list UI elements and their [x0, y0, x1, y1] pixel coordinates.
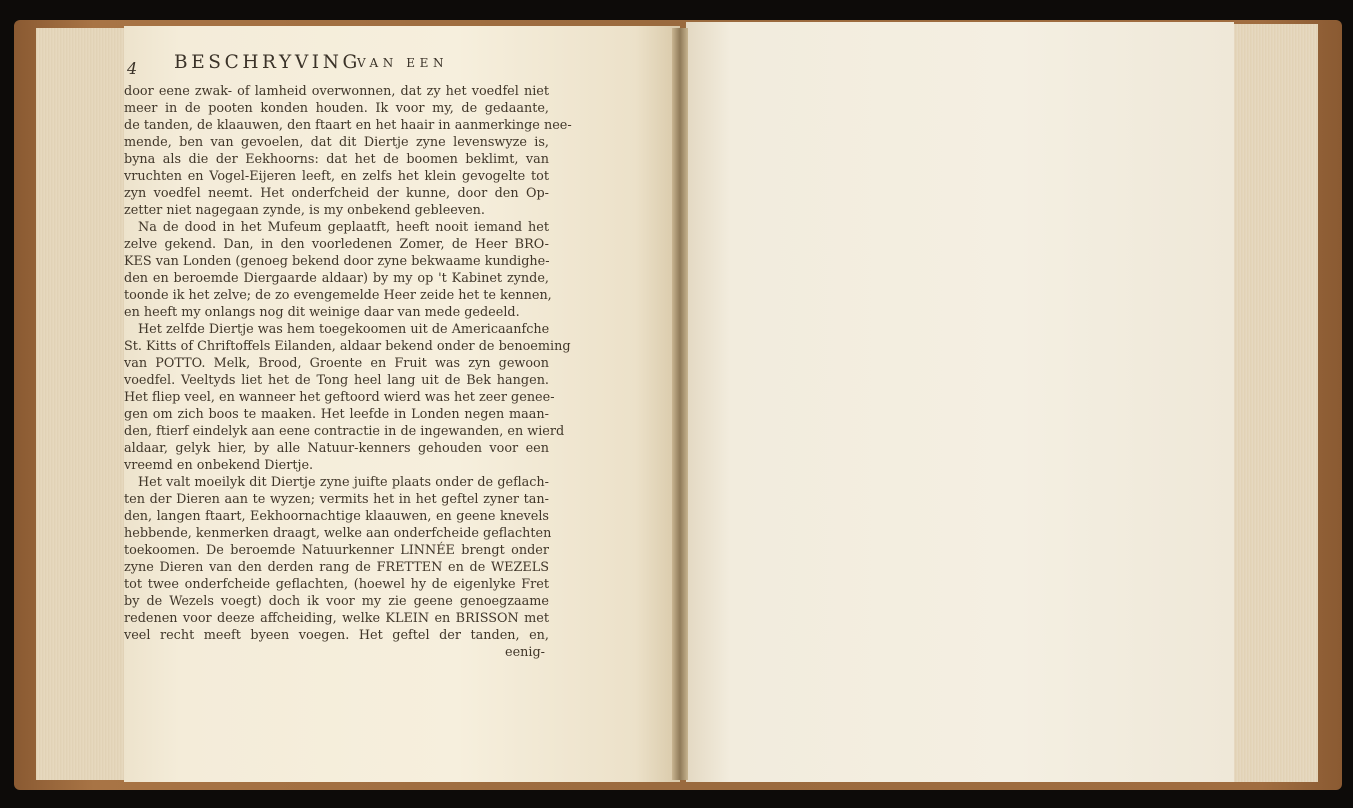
running-title: BESCHRYVING: [174, 52, 361, 73]
text-line: hebbende, kenmerken draagt, welke aan onderfcheide geflachten: [124, 526, 552, 541]
text-line: redenen voor deeze affcheiding, welke KLEIN en BRISSON met: [124, 611, 549, 626]
text-line: gen om zich boos te maaken. Het leefde in Londen negen maan-: [124, 407, 549, 422]
text-line: zelve gekend. Dan, in den voorledenen Zomer, de Heer BRO-: [124, 237, 549, 252]
body-text: [124, 83, 572, 661]
text-line: zetter niet nagegaan zynde, is my onbekend gebleeven.: [124, 203, 485, 218]
running-header: [127, 52, 467, 82]
text-line: byna als die der Eekhoorns: dat het de boomen beklimt, van: [124, 152, 549, 167]
text-line: den en beroemde Diergaarde aldaar) by my op 't Kabinet zynde,: [124, 271, 549, 286]
text-line: mende, ben van gevoelen, dat dit Diertje zyne levenswyze is,: [124, 135, 549, 150]
catchword: eenig-: [505, 645, 545, 660]
text-line: veel recht meeft byeen voegen. Het geftel der tanden, en,: [124, 628, 549, 643]
book-gutter: [672, 28, 688, 780]
text-line: Het zelfde Diertje was hem toegekoomen uit de Americaanfche: [138, 322, 550, 337]
text-line: Het valt moeilyk dit Diertje zyne juifte plaats onder de geflach-: [138, 475, 549, 490]
text-line: meer in de pooten konden houden. Ik voor my, de gedaante,: [124, 101, 549, 116]
text-line: den, langen ftaart, Eekhoornachtige klaauwen, en geene knevels: [124, 509, 549, 524]
text-line: zyne Dieren van den derden rang de FRETTEN en de WEZELS: [124, 560, 549, 575]
text-line: St. Kitts of Chriftoffels Eilanden, aldaar bekend onder de benoeming: [124, 339, 571, 354]
page-edges-right: [1226, 24, 1318, 782]
text-line: voedfel. Veeltyds liet het de Tong heel lang uit de Bek hangen.: [124, 373, 549, 388]
text-line: door eene zwak- of lamheid overwonnen, dat zy het voedfel niet: [124, 84, 549, 99]
text-line: vruchten en Vogel-Eijeren leeft, en zelfs het klein gevogelte tot: [124, 169, 549, 184]
text-line: toonde ik het zelve; de zo evengemelde Heer zeide het te kennen,: [124, 288, 552, 303]
text-line: den, ftierf eindelyk aan eene contractie in de ingewanden, en wierd: [124, 424, 565, 439]
text-line: en heeft my onlangs nog dit weinige daar van mede gedeeld.: [124, 305, 520, 320]
text-line: by de Wezels voegt) doch ik voor my zie geene genoegzaame: [124, 594, 549, 609]
text-line: tot twee onderfcheide geflachten, (hoewel hy de eigenlyke Fret: [124, 577, 549, 592]
text-line: de tanden, de klaauwen, den ftaart en het haair in aanmerkinge nee-: [124, 118, 572, 133]
text-line: Na de dood in het Mufeum geplaatft, heeft nooit iemand het: [138, 220, 549, 235]
page-edges-left: [36, 28, 132, 780]
text-line: ten der Dieren aan te wyzen; vermits het in het geftel zyner tan-: [124, 492, 549, 507]
text-line: aldaar, gelyk hier, by alle Natuur-kenners gehouden voor een: [124, 441, 549, 456]
text-line: van POTTO. Melk, Brood, Groente en Fruit was zyn gewoon: [124, 356, 549, 371]
page-number: 4: [127, 59, 138, 78]
right-page-blank: [686, 22, 1234, 782]
running-title-suffix: VAN EEN: [357, 56, 449, 70]
text-line: vreemd en onbekend Diertje.: [124, 458, 314, 473]
text-line: KES van Londen (genoeg bekend door zyne bekwaame kundighe-: [124, 254, 550, 269]
text-line: zyn voedfel neemt. Het onderfcheid der kunne, door den Op-: [124, 186, 549, 201]
text-line: toekoomen. De beroemde Natuurkenner LINNÉE brengt onder: [124, 543, 549, 558]
text-line: Het fliep veel, en wanneer het geftoord wierd was het zeer genee-: [124, 390, 555, 405]
